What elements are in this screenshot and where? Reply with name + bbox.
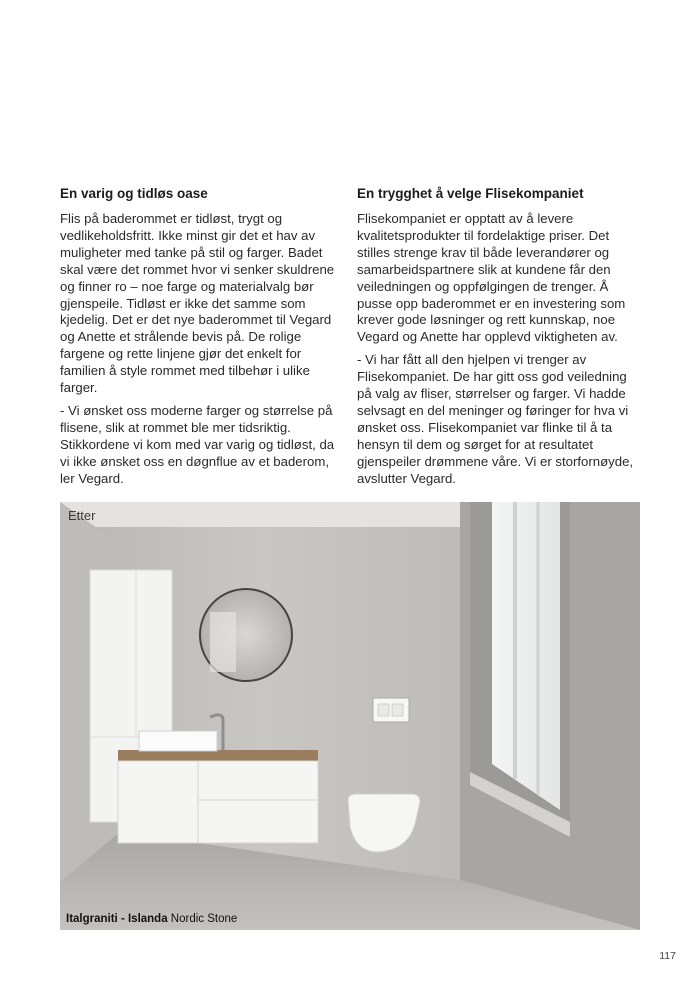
bathroom-illustration	[60, 502, 640, 930]
flush-button	[392, 704, 403, 716]
photo-label: Etter	[68, 508, 96, 523]
flush-button	[378, 704, 389, 716]
wood-countertop	[118, 750, 318, 761]
caption-product: Italgraniti - Islanda	[66, 913, 168, 925]
left-paragraph-1: Flis på baderommet er tidløst, trygt og vedlikeholdsfritt. Ikke minst gir det et hav av muligheter med tanke på stil og farger. Badet skal være det rommet hvor vi senker skuldrene og finner ro – noe farge og materialvalg bør gjenspeile. Tidløst er ikke det samme som kjedelig. Det er det nye baderommet til Vegard og Anette et strålende bevis på. De rolige fargene og rette linjene gjør det enkelt for familien å style rommet med tilbehør i ulike farger.	[60, 211, 335, 396]
vanity-cabinet	[118, 761, 318, 843]
mirror-reflection	[210, 612, 236, 672]
left-column	[60, 186, 335, 494]
bathroom-photo	[60, 502, 640, 930]
page-number: 117	[659, 950, 676, 962]
photo-caption	[66, 913, 237, 925]
left-heading: En varig og tidløs oase	[60, 186, 208, 201]
right-paragraph-1: Flisekompaniet er opptatt av å levere kvalitetsprodukter til fordelaktige priser. Det stilles strenge krav til både leverandører og samarbeidspartnere slik at kundene får den veiledningen og oppfølgingen de trenger. Å pusse opp baderommet er en investering som krever gode løsninger og rett kunnskap, noe Vegard og Anette har opplevd viktigheten av.	[357, 211, 626, 345]
basin	[139, 731, 217, 751]
left-paragraph-2: - Vi ønsket oss moderne farger og størrelse på flisene, slik at rommet ble mer tidsriktig. Stikkordene vi kom med var varig og tidløst, da vi ikke ønsket oss en døgnflue av et baderom, ler Vegard.	[60, 402, 335, 486]
window	[492, 502, 560, 810]
right-paragraph-2: - Vi har fått all den hjelpen vi trenger av Flisekompaniet. De har gitt oss god veiledning på valg av fliser, størrelser og farger. Vi hadde selvsagt en del meninger og føringer for hva vi ønsket oss. Flisekompaniet var flinke til å ta hensyn til dem og sørget for at resultatet gjenspeiler drømmene våre. Vi er storfornøyde, avslutter Vegard.	[357, 352, 634, 486]
caption-collection: Nordic Stone	[167, 913, 238, 925]
right-heading: En trygghet å velge Flisekompaniet	[357, 186, 584, 201]
right-column	[357, 186, 642, 494]
